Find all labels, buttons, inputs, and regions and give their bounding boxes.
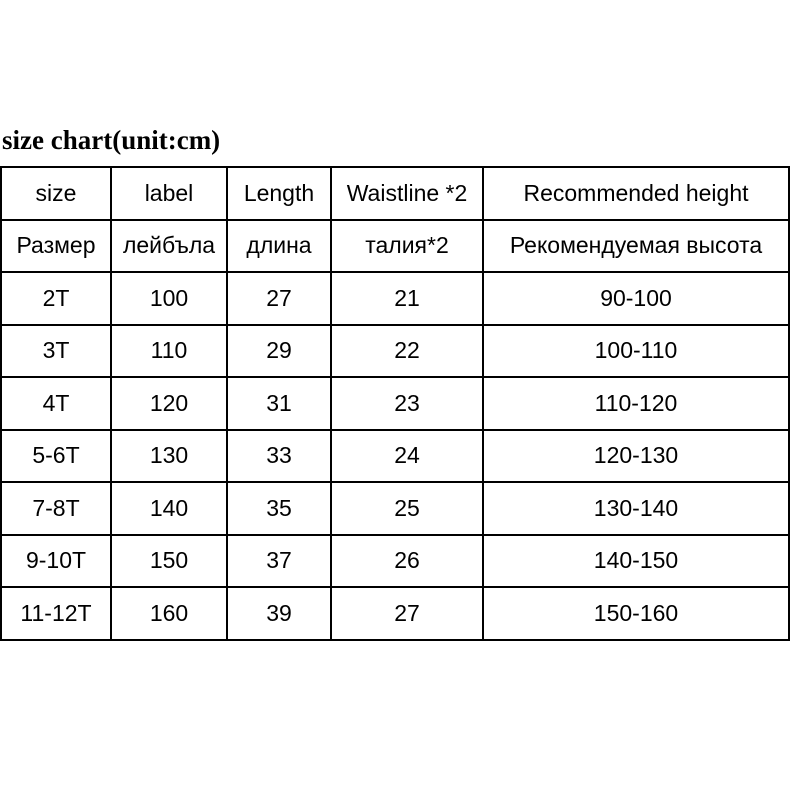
header-cell-recommended-height-ru: Рекомендуемая высота [483, 220, 789, 273]
table-row [1, 272, 789, 325]
header-cell-size: size [1, 167, 111, 220]
height-cell: 100-110 [483, 325, 789, 378]
table-row [1, 587, 789, 640]
waistline-cell: 27 [331, 587, 483, 640]
height-cell: 110-120 [483, 377, 789, 430]
header-cell-length-ru: длина [227, 220, 331, 273]
size-cell: 3T [1, 325, 111, 378]
label-cell: 100 [111, 272, 227, 325]
waistline-cell: 21 [331, 272, 483, 325]
label-cell: 140 [111, 482, 227, 535]
header-cell-label: label [111, 167, 227, 220]
size-cell: 4T [1, 377, 111, 430]
waistline-cell: 26 [331, 535, 483, 588]
length-cell: 29 [227, 325, 331, 378]
length-cell: 35 [227, 482, 331, 535]
length-cell: 27 [227, 272, 331, 325]
waistline-cell: 23 [331, 377, 483, 430]
label-cell: 110 [111, 325, 227, 378]
header-cell-recommended-height: Recommended height [483, 167, 789, 220]
table-row [1, 325, 789, 378]
height-cell: 130-140 [483, 482, 789, 535]
height-cell: 150-160 [483, 587, 789, 640]
header-cell-label-ru: лейбъла [111, 220, 227, 273]
size-cell: 11-12T [1, 587, 111, 640]
chart-title: size chart(unit:cm) [2, 125, 221, 155]
header-cell-size-ru: Размер [1, 220, 111, 273]
height-cell: 90-100 [483, 272, 789, 325]
header-cell-length: Length [227, 167, 331, 220]
table-row [1, 377, 789, 430]
length-cell: 39 [227, 587, 331, 640]
waistline-cell: 22 [331, 325, 483, 378]
table-row [1, 535, 789, 588]
label-cell: 150 [111, 535, 227, 588]
size-cell: 5-6T [1, 430, 111, 483]
waistline-cell: 24 [331, 430, 483, 483]
length-cell: 37 [227, 535, 331, 588]
header-cell-waistline: Waistline *2 [331, 167, 483, 220]
size-cell: 7-8T [1, 482, 111, 535]
length-cell: 33 [227, 430, 331, 483]
table-row [1, 430, 789, 483]
length-cell: 31 [227, 377, 331, 430]
label-cell: 120 [111, 377, 227, 430]
waistline-cell: 25 [331, 482, 483, 535]
header-row-english [1, 167, 789, 220]
header-row-russian [1, 220, 789, 273]
label-cell: 130 [111, 430, 227, 483]
header-cell-waistline-ru: талия*2 [331, 220, 483, 273]
label-cell: 160 [111, 587, 227, 640]
height-cell: 120-130 [483, 430, 789, 483]
size-cell: 9-10T [1, 535, 111, 588]
size-cell: 2T [1, 272, 111, 325]
size-chart-table [0, 166, 790, 641]
table-row [1, 482, 789, 535]
height-cell: 140-150 [483, 535, 789, 588]
